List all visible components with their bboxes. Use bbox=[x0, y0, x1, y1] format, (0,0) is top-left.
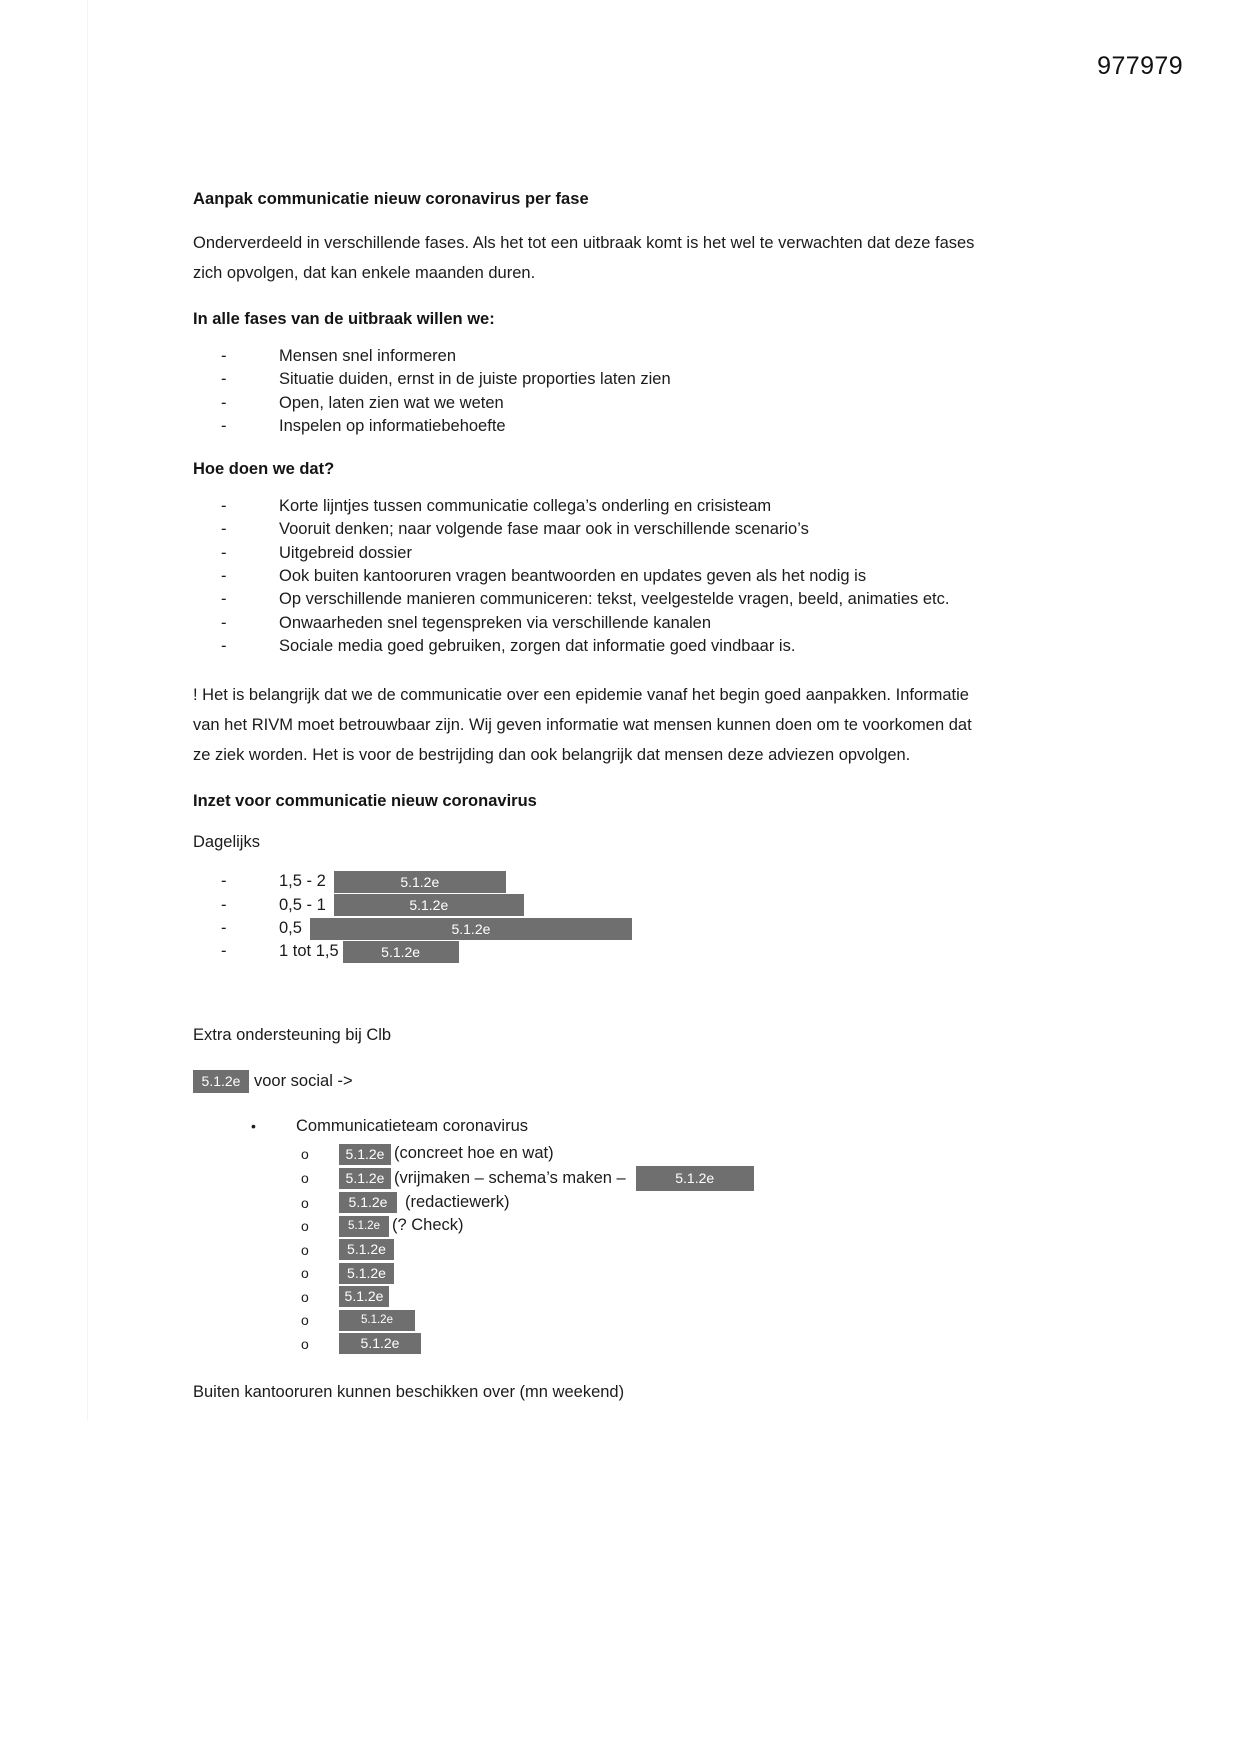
list-item bbox=[221, 415, 983, 438]
label-extra-ondersteuning: Extra ondersteuning bij Clb bbox=[193, 1026, 392, 1045]
dagelijks-row-label: 1,5 - 2 bbox=[279, 872, 326, 891]
list-item-label: Op verschillende manieren communiceren: tekst, veelgestelde vragen, beeld, animaties etc. bbox=[279, 590, 950, 609]
sub-item bbox=[301, 1285, 983, 1309]
dagelijks-row-label: 0,5 - 1 bbox=[279, 895, 326, 914]
bullet-item bbox=[251, 1111, 983, 1142]
dash-marker-icon: - bbox=[221, 543, 227, 562]
list-item bbox=[221, 495, 983, 518]
list-item bbox=[221, 518, 983, 541]
note-paragraph: ! Het is belangrijk dat we de communicatie over een epidemie vanaf het begin goed aanpakken. Informatie van het RIVM moet betrouwbaar zijn. Wij geven informatie wat mensen kunnen doen om te voorkomen dat ze ziek worden. Het is voor de bestrijding dan ook belangrijk dat mensen deze adviezen opvolgen. bbox=[193, 686, 972, 765]
heading-alle-fases: In alle fases van de uitbraak willen we: bbox=[193, 310, 495, 328]
list-item bbox=[221, 565, 983, 588]
circle-marker-icon: o bbox=[301, 1194, 309, 1211]
list-item bbox=[221, 612, 983, 635]
sub-item bbox=[301, 1166, 983, 1191]
redaction-bar: 5.1.2e bbox=[339, 1239, 394, 1260]
redaction-bar: 5.1.2e bbox=[339, 1310, 415, 1331]
redaction-bar: 5.1.2e bbox=[339, 1333, 421, 1354]
list-item bbox=[221, 588, 983, 611]
circle-marker-icon: o bbox=[301, 1312, 309, 1329]
redaction-bar: 5.1.2e bbox=[193, 1070, 249, 1093]
dash-marker-icon: - bbox=[221, 918, 227, 937]
list-item bbox=[221, 870, 983, 893]
list-communicatieteam bbox=[193, 1111, 983, 1142]
dash-marker-icon: - bbox=[221, 370, 227, 389]
list-item bbox=[221, 345, 983, 368]
sub-item bbox=[301, 1142, 983, 1166]
list-item-label: Onwaarheden snel tegenspreken via verschillende kanalen bbox=[279, 613, 712, 632]
bullet-marker-icon: • bbox=[251, 1118, 256, 1135]
redaction-bar: 5.1.2e bbox=[339, 1263, 394, 1284]
closing-line: Buiten kantooruren kunnen beschikken over (mn weekend) bbox=[193, 1383, 625, 1402]
circle-marker-icon: o bbox=[301, 1335, 309, 1352]
sub-item bbox=[301, 1261, 983, 1285]
list-item-label: Vooruit denken; naar volgende fase maar ook in verschillende scenario’s bbox=[279, 520, 809, 539]
list-item-label: Sociale media goed gebruiken, zorgen dat informatie goed vindbaar is. bbox=[279, 636, 796, 655]
list-communicatieteam-sub bbox=[251, 1142, 983, 1355]
redaction-bar: 5.1.2e bbox=[339, 1144, 391, 1165]
dash-marker-icon: - bbox=[221, 895, 227, 914]
circle-marker-icon: o bbox=[301, 1265, 309, 1282]
circle-marker-icon: o bbox=[301, 1241, 309, 1258]
list-item bbox=[221, 894, 983, 917]
list-item bbox=[221, 917, 983, 940]
redaction-bar: 5.1.2e bbox=[343, 941, 459, 963]
intro-paragraph: Onderverdeeld in verschillende fases. Als het tot een uitbraak komt is het wel te verwachten dat deze fases zich opvolgen, dat kan enkele maanden duren. bbox=[193, 234, 975, 282]
sub-item bbox=[301, 1332, 983, 1356]
sub-item-label: (redactiewerk) bbox=[405, 1192, 510, 1211]
scan-margin-top bbox=[0, 0, 1241, 96]
dash-marker-icon: - bbox=[221, 872, 227, 891]
list-item-label: Korte lijntjes tussen communicatie collega’s onderling en crisisteam bbox=[279, 497, 772, 516]
sub-item bbox=[301, 1191, 983, 1215]
dash-marker-icon: - bbox=[221, 497, 227, 516]
list-item-label: Situatie duiden, ernst in de juiste proporties laten zien bbox=[279, 370, 671, 389]
list-item-label: Inspelen op informatiebehoefte bbox=[279, 416, 506, 435]
sub-item-label: (concreet hoe en wat) bbox=[394, 1144, 554, 1163]
list-item bbox=[221, 392, 983, 415]
dash-marker-icon: - bbox=[221, 520, 227, 539]
circle-marker-icon: o bbox=[301, 1169, 309, 1186]
redaction-bar-trailing: 5.1.2e bbox=[636, 1166, 754, 1191]
sub-item bbox=[301, 1238, 983, 1262]
dash-marker-icon: - bbox=[221, 567, 227, 586]
heading-inzet: Inzet voor communicatie nieuw coronavirus bbox=[193, 792, 537, 811]
redaction-bar: 5.1.2e bbox=[339, 1286, 389, 1307]
dash-marker-icon: - bbox=[221, 636, 227, 655]
dash-marker-icon: - bbox=[221, 393, 227, 412]
sub-item bbox=[301, 1308, 983, 1332]
list-item bbox=[221, 368, 983, 391]
redaction-bar: 5.1.2e bbox=[339, 1192, 397, 1213]
list-item-label: Mensen snel informeren bbox=[279, 347, 457, 365]
sub-item bbox=[301, 1214, 983, 1238]
redaction-bar: 5.1.2e bbox=[310, 918, 632, 940]
document-number: 977979 bbox=[1097, 52, 1183, 80]
sub-item-label: (vrijmaken – schema’s maken – bbox=[394, 1168, 626, 1187]
circle-marker-icon: o bbox=[301, 1218, 309, 1235]
bullet-item-label: Communicatieteam coronavirus bbox=[296, 1117, 529, 1136]
scan-margin-bottom bbox=[0, 1420, 1241, 1754]
circle-marker-icon: o bbox=[301, 1288, 309, 1305]
redaction-bar: 5.1.2e bbox=[339, 1168, 391, 1189]
list-item-label: Uitgebreid dossier bbox=[279, 543, 412, 562]
social-line-text: voor social -> bbox=[254, 1072, 353, 1091]
redaction-bar: 5.1.2e bbox=[334, 894, 524, 916]
circle-marker-icon: o bbox=[301, 1146, 309, 1163]
page-title: Aanpak communicatie nieuw coronavirus per fase bbox=[193, 190, 589, 208]
list-dagelijks bbox=[193, 870, 983, 963]
dash-marker-icon: - bbox=[221, 613, 227, 632]
list-item bbox=[221, 635, 983, 658]
list-item bbox=[221, 940, 983, 963]
dash-marker-icon: - bbox=[221, 416, 227, 435]
list-hoe-doen-we-dat bbox=[193, 495, 983, 658]
sub-item-label: (? Check) bbox=[392, 1216, 464, 1235]
document-body bbox=[193, 190, 983, 1407]
redaction-bar: 5.1.2e bbox=[334, 871, 506, 893]
dash-marker-icon: - bbox=[221, 347, 227, 365]
social-line bbox=[193, 1070, 983, 1093]
list-alle-fases bbox=[193, 345, 983, 438]
dagelijks-row-label: 1 tot 1,5 bbox=[279, 942, 339, 961]
list-item-label: Ook buiten kantooruren vragen beantwoorden en updates geven als het nodig is bbox=[279, 567, 867, 586]
heading-hoe-doen-we-dat: Hoe doen we dat? bbox=[193, 460, 335, 479]
label-dagelijks: Dagelijks bbox=[193, 833, 260, 852]
dagelijks-row-label: 0,5 bbox=[279, 918, 302, 937]
redaction-bar: 5.1.2e bbox=[339, 1216, 389, 1237]
list-item-label: Open, laten zien wat we weten bbox=[279, 393, 504, 412]
list-item bbox=[221, 542, 983, 565]
dash-marker-icon: - bbox=[221, 942, 227, 961]
dash-marker-icon: - bbox=[221, 590, 227, 609]
